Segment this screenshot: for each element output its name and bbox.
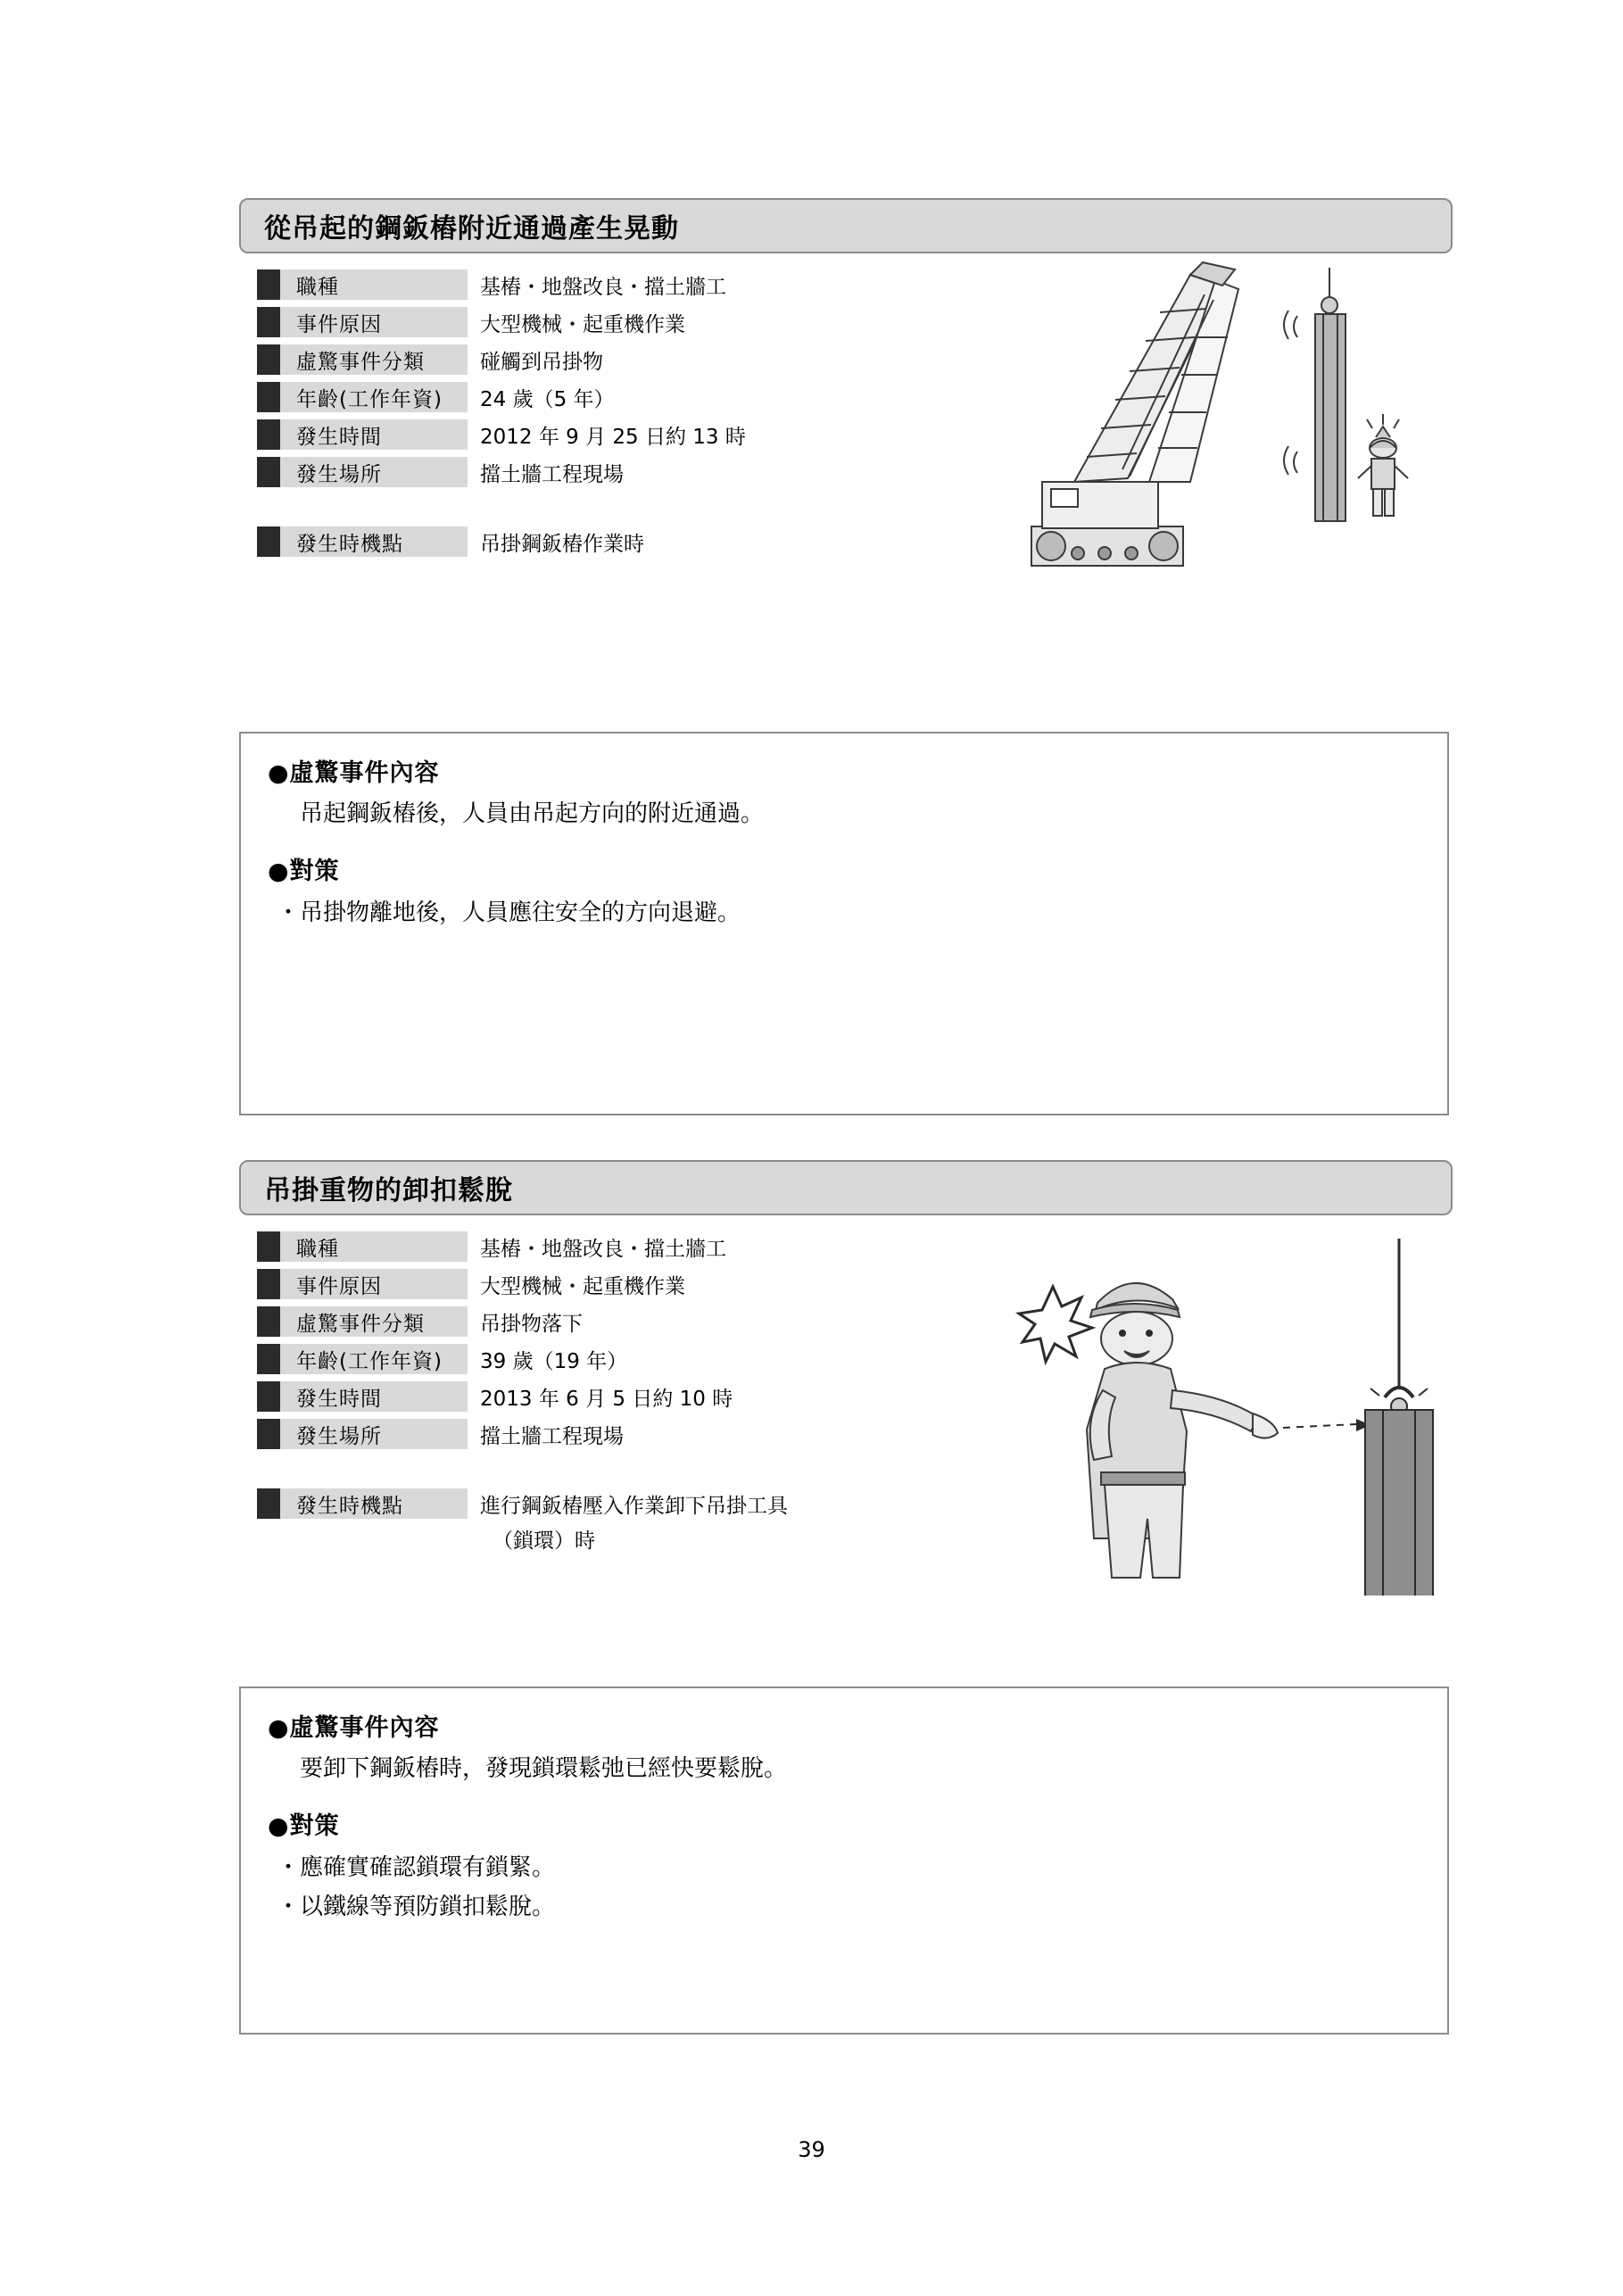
detail-content-heading: ●虛驚事件內容 <box>268 1714 440 1742</box>
shackle-illustration <box>1015 1221 1444 1596</box>
table-row <box>257 343 882 377</box>
attr-value: 基樁・地盤改良・擋土牆工 <box>480 1237 726 1261</box>
attr-value-continued: （鎖環）時 <box>493 1529 595 1553</box>
attr-value: 24 歲（5 年） <box>480 387 615 411</box>
attr-label: 年齡(工作年資) <box>257 1344 468 1374</box>
attr-label: 發生時機點 <box>257 526 468 557</box>
attr-label: 職種 <box>257 269 468 300</box>
attr-value: 大型機械・起重機作業 <box>480 312 685 336</box>
case-block-2 <box>239 1160 1453 1622</box>
case-body-2 <box>239 1230 1453 1622</box>
detail-content-text: 要卸下鋼鈑樁時，發現鎖環鬆弛已經快要鬆脫。 <box>300 1755 788 1782</box>
detail-measure-heading: ●對策 <box>268 1812 340 1840</box>
attr-label: 發生場所 <box>257 1419 468 1449</box>
attr-value: 吊掛鋼鈑樁作業時 <box>480 532 644 556</box>
detail-box-2 <box>239 1687 1449 2035</box>
attr-label: 發生時機點 <box>257 1488 468 1519</box>
list-item: ・應確實確認鎖環有鎖緊。 <box>277 1854 556 1881</box>
table-row-timing <box>257 525 882 559</box>
table-row <box>257 1305 882 1339</box>
detail-content-text: 吊起鋼鈑樁後，人員由吊起方向的附近通過。 <box>300 800 765 827</box>
table-row <box>257 1267 882 1301</box>
attr-value: 39 歲（19 年） <box>480 1349 628 1373</box>
table-row <box>257 1380 882 1413</box>
attr-value: 擋土牆工程現場 <box>480 462 624 486</box>
list-item: ・以鐵線等預防鎖扣鬆脫。 <box>277 1894 556 1921</box>
case-block-1 <box>239 198 1453 660</box>
crane-illustration <box>1015 259 1444 634</box>
detail-measure-list <box>277 1850 1420 1926</box>
attr-label: 發生時間 <box>257 419 468 450</box>
attr-value: 2013 年 6 月 5 日約 10 時 <box>480 1387 733 1411</box>
table-row <box>257 380 882 414</box>
attr-label: 發生場所 <box>257 457 468 487</box>
attr-value: 碰觸到吊掛物 <box>480 350 603 374</box>
attr-value: 大型機械・起重機作業 <box>480 1274 685 1298</box>
table-row-timing <box>257 1487 882 1521</box>
detail-box-1 <box>239 732 1449 1115</box>
table-row <box>257 455 882 489</box>
attr-value: 擋土牆工程現場 <box>480 1424 624 1448</box>
attr-label: 職種 <box>257 1231 468 1262</box>
table-row <box>257 1342 882 1376</box>
attr-label: 年齡(工作年資) <box>257 382 468 412</box>
detail-measure-list <box>277 895 1420 931</box>
attribute-table-1 <box>257 268 882 562</box>
attr-label: 事件原因 <box>257 307 468 337</box>
table-row <box>257 418 882 452</box>
table-row <box>257 268 882 302</box>
table-row <box>257 1230 882 1264</box>
attr-label: 虛驚事件分類 <box>257 344 468 375</box>
attr-label: 發生時間 <box>257 1381 468 1412</box>
attr-value: 2012 年 9 月 25 日約 13 時 <box>480 425 746 449</box>
attr-value: 基樁・地盤改良・擋土牆工 <box>480 275 726 299</box>
attr-label: 事件原因 <box>257 1269 468 1299</box>
list-item: ・吊掛物離地後，人員應往安全的方向退避。 <box>277 899 741 926</box>
table-row <box>257 305 882 339</box>
attr-value: 進行鋼鈑樁壓入作業卸下吊掛工具 <box>480 1494 788 1518</box>
case-title-2: 吊掛重物的卸扣鬆脫 <box>239 1160 1453 1215</box>
page-number: 39 <box>798 2137 825 2162</box>
detail-content-heading: ●虛驚事件內容 <box>268 759 440 787</box>
case-title-1: 從吊起的鋼鈑樁附近通過產生晃動 <box>239 198 1453 253</box>
table-row <box>257 1417 882 1451</box>
attribute-table-2 <box>257 1230 882 1554</box>
attr-label: 虛驚事件分類 <box>257 1306 468 1337</box>
case-body-1 <box>239 268 1453 660</box>
detail-measure-heading: ●對策 <box>268 858 340 885</box>
attr-value: 吊掛物落下 <box>480 1312 583 1336</box>
